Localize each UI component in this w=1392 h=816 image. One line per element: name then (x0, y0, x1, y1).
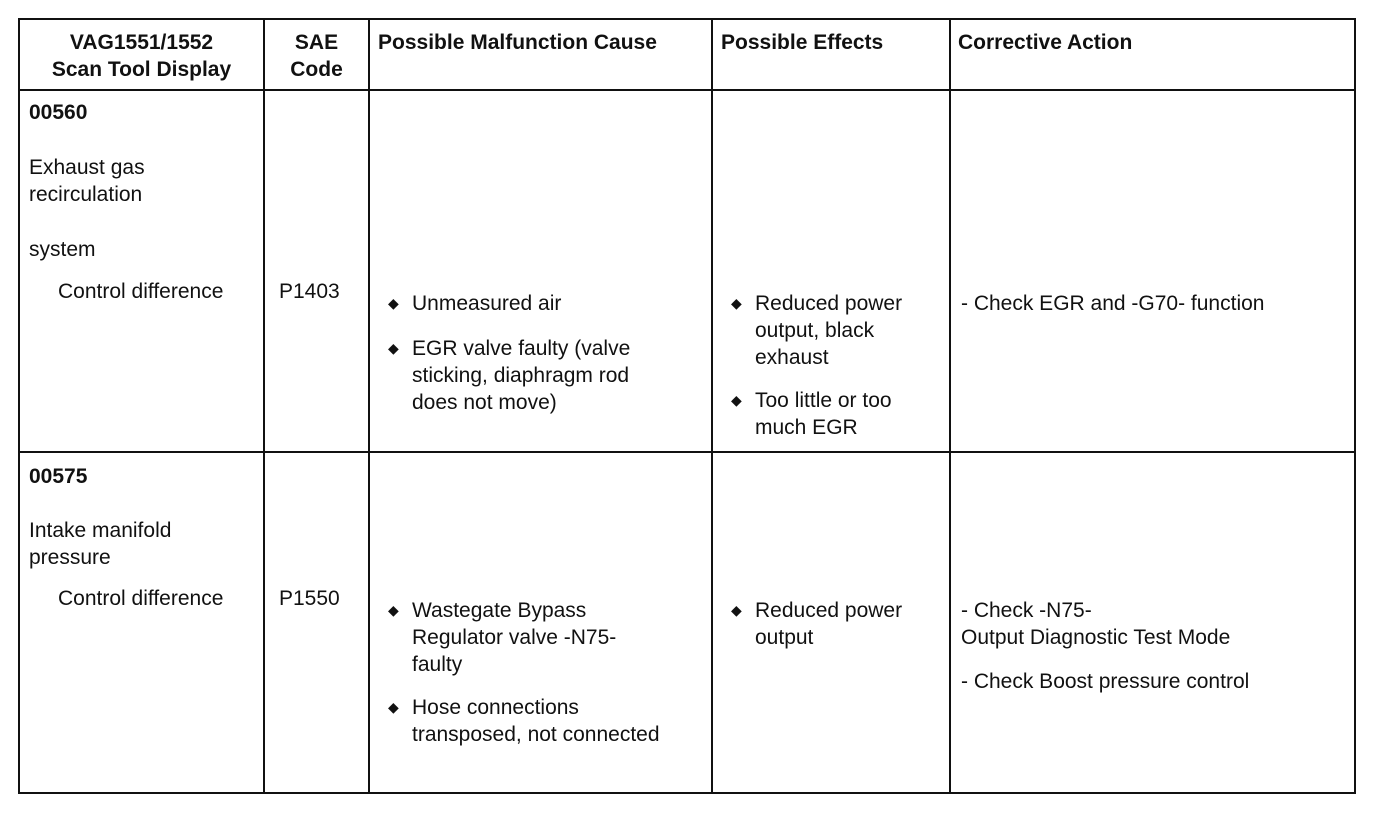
cause-item: ◆ EGR valve faulty (valve sticking, diaphragm rod does not move) (388, 337, 631, 414)
effect-item: ◆ Reduced power output, black exhaust (731, 292, 903, 369)
effect-item: ◆ Reduced power output (731, 599, 903, 649)
cause-item: ◆ Wastegate Bypass Regulator valve -N75- faulty (388, 599, 617, 676)
diagnostic-table (18, 18, 1356, 794)
row-divider (20, 451, 1354, 453)
bullet-icon: ◆ (731, 602, 742, 618)
header-malfunction-cause: Possible Malfunction Cause (378, 31, 657, 54)
effect-item: ◆ Too little or too much EGR (731, 389, 892, 439)
bullet-icon: ◆ (388, 295, 399, 311)
column-divider (263, 20, 265, 792)
fault-description: Exhaust gas recirculation (29, 156, 145, 206)
fault-subtype: Control difference (58, 280, 224, 303)
fault-code: 00560 (29, 101, 88, 124)
fault-subtype: Control difference (58, 587, 224, 610)
bullet-icon: ◆ (388, 340, 399, 356)
header-scan-tool-display: VAG1551/1552 Scan Tool Display (51, 31, 232, 81)
column-divider (949, 20, 951, 792)
bullet-icon: ◆ (388, 699, 399, 715)
sae-code: P1550 (279, 587, 340, 610)
fault-description-cont: system (29, 238, 96, 261)
bullet-icon: ◆ (731, 295, 742, 311)
corrective-action: - Check EGR and -G70- function (961, 292, 1265, 315)
column-divider (368, 20, 370, 792)
column-divider (711, 20, 713, 792)
row-divider (20, 89, 1354, 91)
cause-item: ◆ Hose connections transposed, not connected (388, 696, 660, 746)
cause-item: ◆ Unmeasured air (388, 292, 562, 315)
header-corrective-action: Corrective Action (958, 31, 1133, 54)
corrective-action: - Check -N75- Output Diagnostic Test Mode (961, 599, 1231, 649)
sae-code: P1403 (279, 280, 340, 303)
fault-code: 00575 (29, 465, 88, 488)
corrective-action: - Check Boost pressure control (961, 670, 1250, 693)
fault-description: Intake manifold pressure (29, 519, 172, 569)
header-possible-effects: Possible Effects (721, 31, 884, 54)
bullet-icon: ◆ (388, 602, 399, 618)
header-sae-code: SAE Code (290, 31, 343, 81)
bullet-icon: ◆ (731, 392, 742, 408)
